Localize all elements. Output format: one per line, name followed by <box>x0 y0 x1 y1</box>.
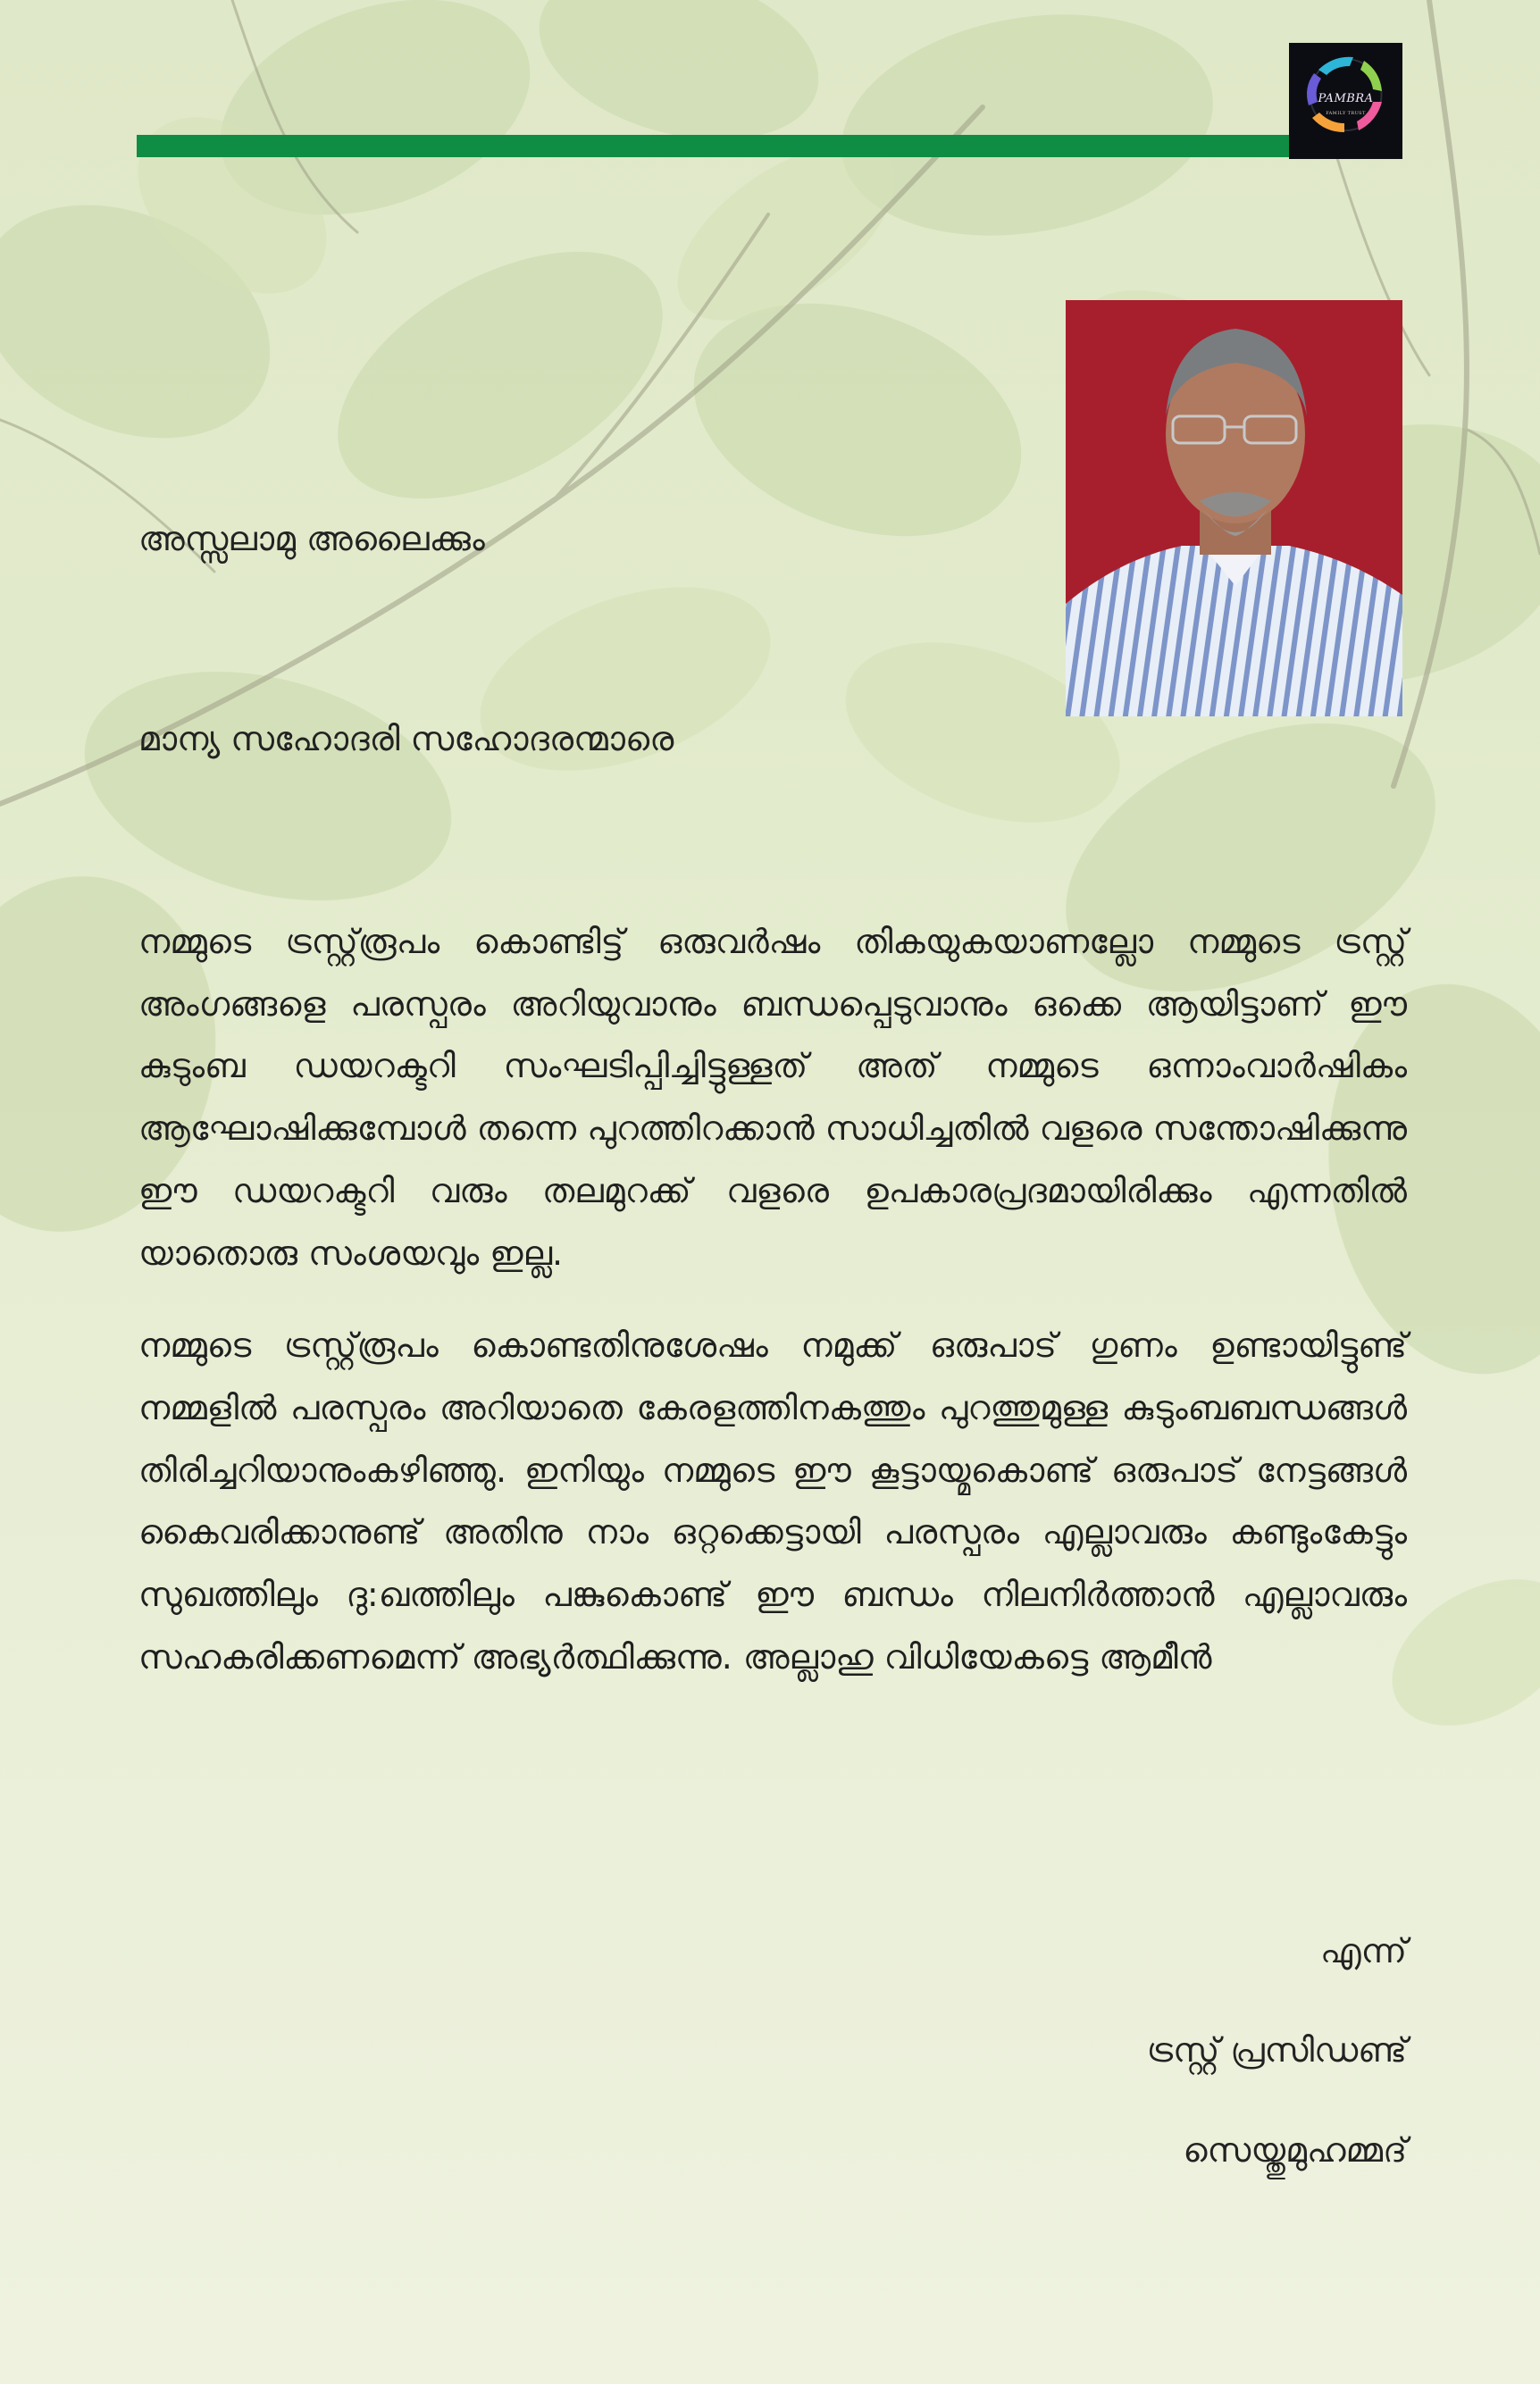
portrait-image <box>1066 300 1402 716</box>
closing-word: എന്ന് <box>1319 1931 1407 1970</box>
paragraph-1: നമ്മുടെ ട്രസ്റ്റ്‌രൂപം കൊണ്ടിട്ട് ഒരുവർഷം തികയുകയാണല്ലോ നമ്മുടെ ട്രസ്റ്റ് അംഗങ്ങളെ പരസ്പരം അറിയുവാനും ബന്ധപ്പെടുവാനും ഒക്കെ ആയിട്ടാണ് ഈ കുടുംബ ഡയറക്ടറി സംഘടിപ്പിച്ചിട്ടുള്ളത് അത് നമ്മുടെ ഒന്നാംവാർഷികം ആഘോഷിക്കുമ്പോൾ തന്നെ പുറത്തിറക്കാൻ സാധിച്ചതിൽ വളരെ സന്തോഷിക്കുന്നു ഈ ഡയറക്ടറി വരും തലമുറക്ക് വളരെ ഉപകാരപ്രദമായിരിക്കും എന്നതിൽ യാതൊരു സംശയവും ഇല്ല. <box>138 922 1407 1273</box>
signatory-role: ട്രസ്റ്റ് പ്രസിഡണ്ട് <box>1146 2030 1407 2070</box>
header-rule <box>137 135 1289 157</box>
paragraph-2: നമ്മുടെ ട്രസ്റ്റ്‌രൂപം കൊണ്ടതിനുശേഷം നമുക്ക് ഒരുപാട് ഗുണം ഉണ്ടായിട്ടുണ്ട് നമ്മളിൽ പരസ്പരം അറിയാതെ കേരളത്തിനകത്തും പുറത്തുമുള്ള കുടുംബബന്ധങ്ങൾ തിരിച്ചറിയാനുംകഴിഞ്ഞു. ഇനിയും നമ്മുടെ ഈ കൂട്ടായ്മകൊണ്ട് ഒരുപാട് നേട്ടങ്ങൾ കൈവരിക്കാനുണ്ട് അതിനു നാം ഒറ്റക്കെട്ടായി പരസ്പരം എല്ലാവരും കണ്ടുംകേട്ടും സുഖത്തിലും ദു:ഖത്തിലും പങ്കുകൊണ്ട് ഈ ബന്ധം നിലനിർത്താൻ എല്ലാവരും സഹകരിക്കണമെന്ന് അഭ്യർത്ഥിക്കുന്നു. അല്ലാഹു വിധിയേകട്ടെ ആമീൻ <box>138 1326 1407 1677</box>
president-photo <box>1066 300 1402 716</box>
signatory-name: സെയ്തുമുഹമ്മദ് <box>1183 2130 1407 2170</box>
trust-logo <box>1289 43 1402 159</box>
logo-name: PAMBRA <box>1318 91 1374 105</box>
salutation: അസ്സലാമു അലൈക്കും <box>138 519 485 558</box>
letter-body <box>138 911 1407 1719</box>
logo-subtitle: FAMILY TRUST <box>1326 111 1366 116</box>
address-line: മാന്യ സഹോദരി സഹോദരന്മാരെ <box>138 719 674 758</box>
